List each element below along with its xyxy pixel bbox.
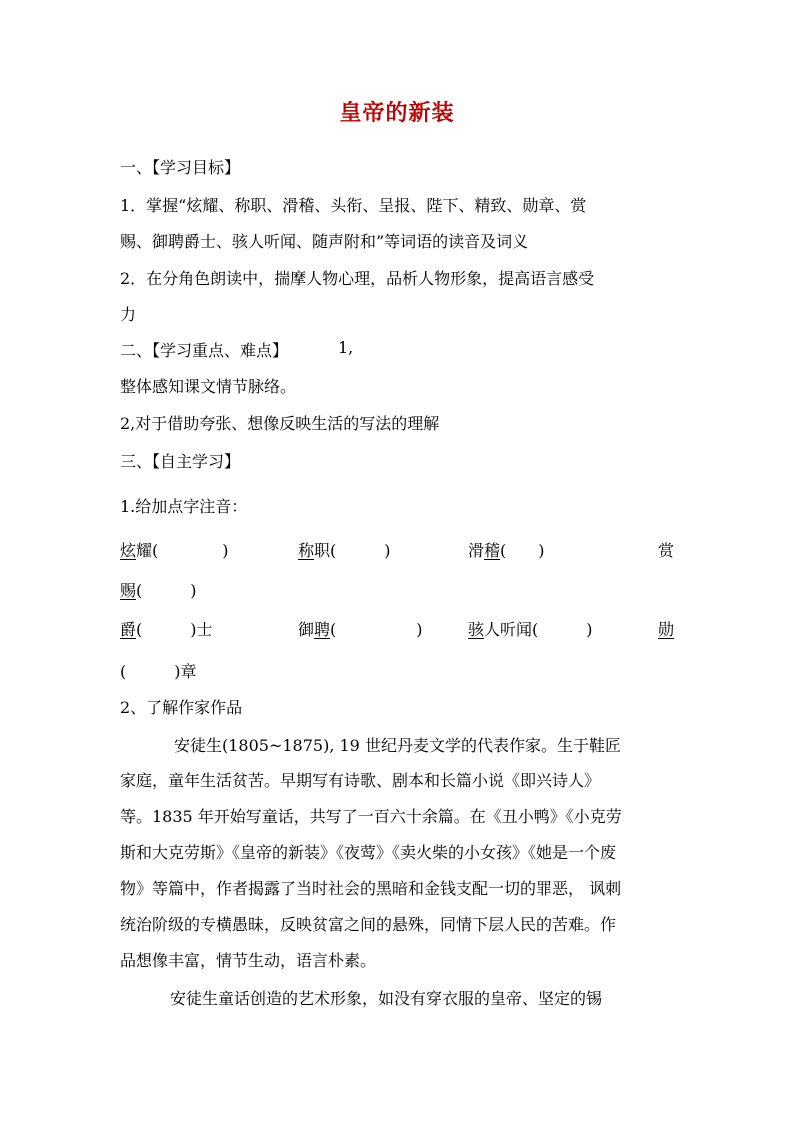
dotted-char: 赐 [120, 581, 137, 600]
dotted-char: 勋 [658, 620, 675, 639]
question-2: 2、了解作家作品 [120, 698, 243, 717]
word-rest: 职( ) [314, 541, 391, 560]
word-rest: 人听闻( ) [484, 620, 593, 639]
word-rest: ( )士 [136, 620, 213, 639]
author-para-line: 品想像丰富，情节生动，语言朴素。 [120, 951, 377, 970]
question-1: 1.给加点字注音： [120, 497, 248, 516]
key-point-number-1: 1, [338, 338, 354, 357]
pinyin-word-chenzhi [298, 538, 391, 561]
dotted-char: 骇 [468, 620, 485, 639]
dotted-char: 稽 [484, 541, 501, 560]
art-image-para-line: 安徒生童话创造的艺术形象，如没有穿衣服的皇帝、坚定的锡 [170, 989, 603, 1008]
dotted-char: 称 [298, 541, 315, 560]
author-para-line: 家庭，童年生活贫苦。早期写有诗歌、剧本和长篇小说《即兴诗人》 [120, 771, 601, 790]
word-rest: ( ) [136, 581, 197, 600]
author-para-line: 统治阶级的专横愚昧，反映贫富之间的悬殊，同情下层人民的苦难。作 [120, 915, 617, 934]
goal-item-1-line-1: 1．掌握“炫耀、称职、滑稽、头衔、呈报、陛下、精致、勋章、赏 [120, 196, 587, 215]
pinyin-word-xuanyao [120, 538, 229, 561]
key-point-1: 整体感知课文情节脉络。 [120, 377, 297, 396]
pinyin-word-yupin [298, 617, 423, 640]
author-para-line: 等。1835 年开始写童话，共写了一百六十余篇。在《丑小鸭》《小克劳 [120, 807, 622, 826]
word-rest: 耀( ) [136, 541, 229, 560]
word-rest: ( ) [500, 541, 545, 560]
pinyin-word-ci [120, 578, 197, 601]
goal-item-2-line-2: 力 [120, 305, 137, 324]
section-heading-goals: 一、【学习目标】 [120, 158, 241, 177]
author-para-line: 安徒生(1805~1875), 19 世纪丹麦文学的代表作家。生于鞋匠 [174, 736, 621, 755]
page-title: 皇帝的新装 [339, 100, 455, 126]
section-heading-self-study: 三、【自主学习】 [120, 452, 241, 471]
pinyin-word-shang: 赏 [658, 541, 675, 560]
section-heading-key-points: 二、【学习重点、难点】 [120, 341, 289, 360]
word-prefix: 滑 [468, 541, 485, 560]
dotted-char: 聘 [314, 620, 331, 639]
goal-item-1-line-2: 赐、御聘爵士、骇人听闻、随声附和”等词语的读音及词义 [120, 232, 529, 251]
author-para-line: 物》等篇中，作者揭露了当时社会的黑暗和金钱支配一切的罪恶， 讽刺 [120, 879, 622, 898]
key-point-2: 2,对于借助夸张、想像反映生活的写法的理解 [120, 414, 440, 433]
pinyin-word-zhang: ( )章 [120, 662, 197, 681]
dotted-char: 爵 [120, 620, 137, 639]
dotted-char: 炫 [120, 541, 137, 560]
goal-item-2-line-1: 2．在分角色朗读中，揣摩人物心理，品析人物形象，提高语言感受 [120, 269, 595, 288]
word-rest: ( ) [330, 620, 423, 639]
word-prefix: 御 [298, 620, 315, 639]
pinyin-word-huaji [468, 538, 545, 561]
author-para-line: 斯和大克劳斯》《皇帝的新装》《夜莺》《卖火柴的小女孩》《她是一个废 [120, 843, 617, 862]
pinyin-word-xun [658, 617, 674, 640]
pinyin-word-hairen [468, 617, 593, 640]
pinyin-word-jueshi [120, 617, 213, 640]
